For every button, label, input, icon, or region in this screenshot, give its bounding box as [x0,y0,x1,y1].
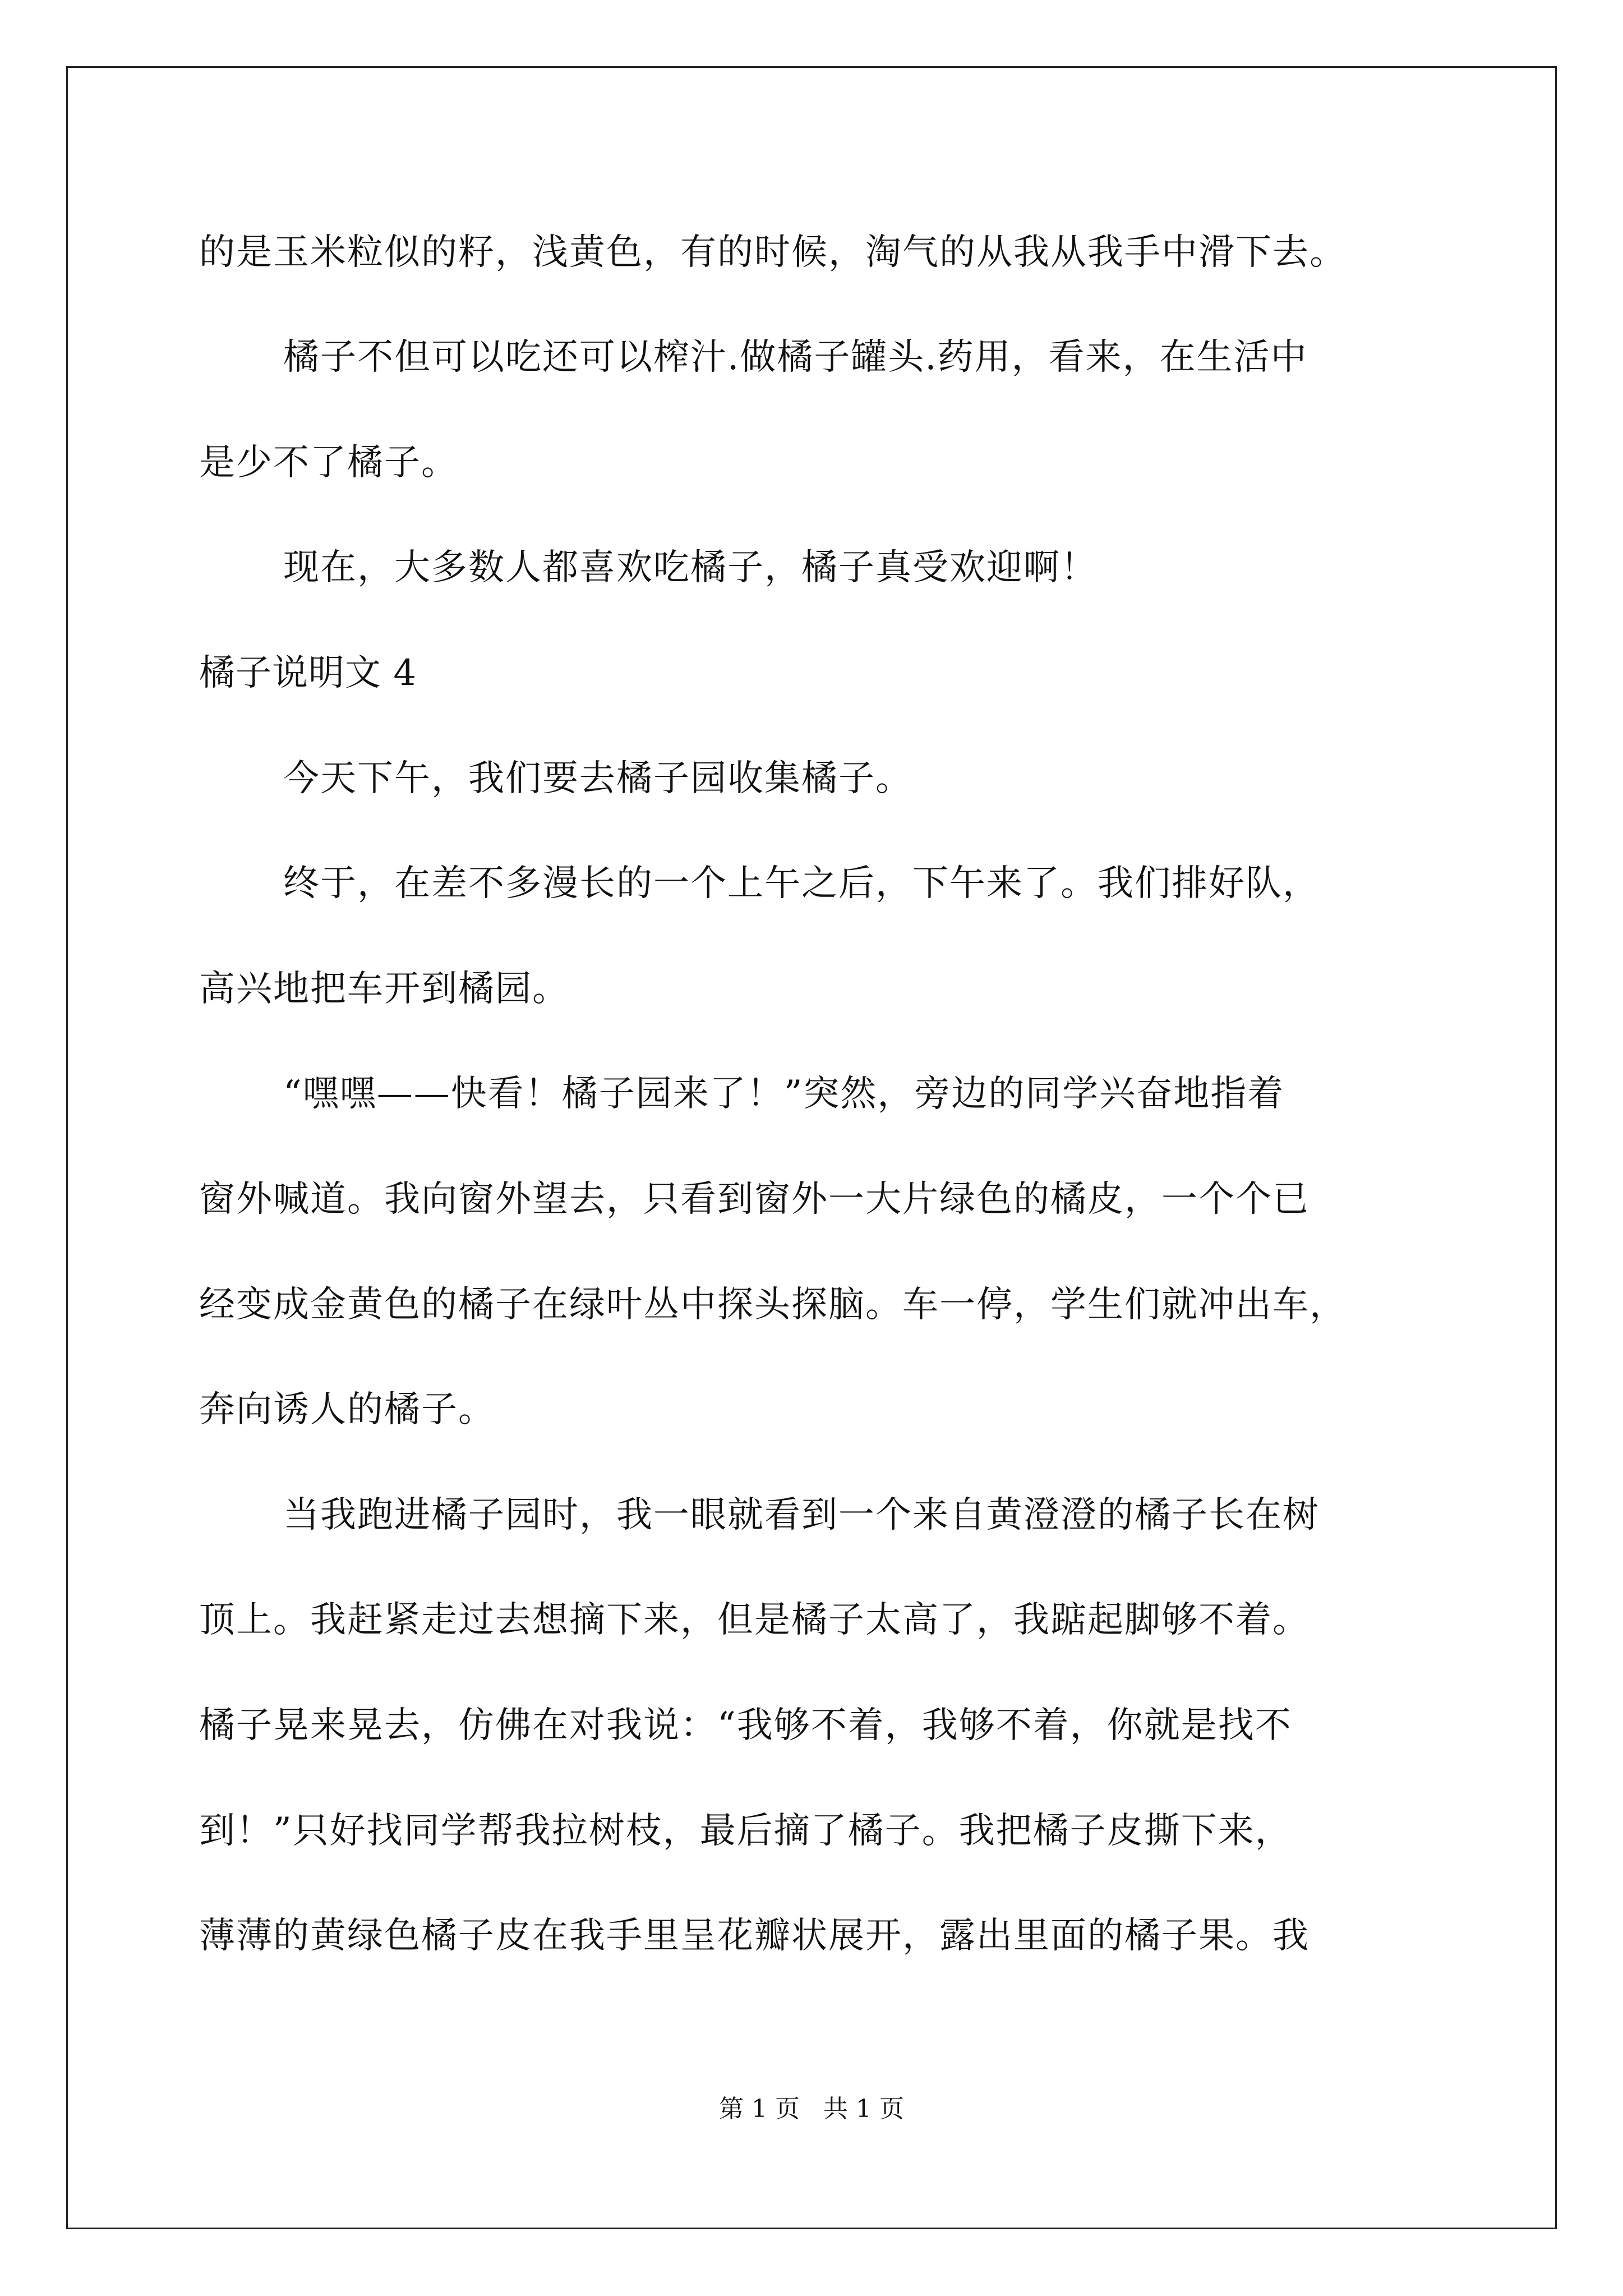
text-line: 到！”只好找同学帮我拉树枝，最后摘了橘子。我把橘子皮撕下来， [199,1810,1292,1852]
text-line: 今天下午，我们要去橘子园收集橘子。 [283,758,912,799]
text-line: 经变成金黄色的橘子在绿叶丛中探头探脑。车一停，学生们就冲出车， [199,1284,1347,1326]
page-number-footer: 第 1 页 共 1 页 [719,2095,904,2123]
text-line: 奔向诱人的橘子。 [199,1389,495,1430]
text-line: 的是玉米粒似的籽，浅黄色，有的时候，淘气的从我从我手中滑下去。 [199,232,1347,273]
text-line: 终于，在差不多漫长的一个上午之后，下午来了。我们排好队， [283,863,1320,904]
text-line: 当我跑进橘子园时，我一眼就看到一个来自黄澄澄的橘子长在树 [283,1494,1320,1536]
text-line: 橘子晃来晃去，仿佛在对我说：“我够不着，我够不着，你就是找不 [199,1705,1292,1746]
text-line: 薄薄的黄绿色橘子皮在我手里呈花瓣状展开，露出里面的橘子果。我 [199,1915,1310,1957]
text-line: 顶上。我赶紧走过去想摘下来，但是橘子太高了，我踮起脚够不着。 [199,1599,1310,1641]
page-border [66,66,1557,2229]
section-heading: 橘子说明文 4 [199,652,417,694]
text-line: 橘子不但可以吃还可以榨汁.做橘子罐头.药用，看来，在生活中 [283,337,1308,378]
text-line: 是少不了橘子。 [199,442,458,484]
text-line: 现在，大多数人都喜欢吃橘子，橘子真受欢迎啊！ [283,547,1098,588]
text-line: 高兴地把车开到橘园。 [199,968,569,1010]
text-line: 窗外喊道。我向窗外望去，只看到窗外一大片绿色的橘皮，一个个已 [199,1179,1310,1220]
text-line: “嘿嘿——快看！橘子园来了！”突然，旁边的同学兴奋地指着 [283,1073,1285,1115]
